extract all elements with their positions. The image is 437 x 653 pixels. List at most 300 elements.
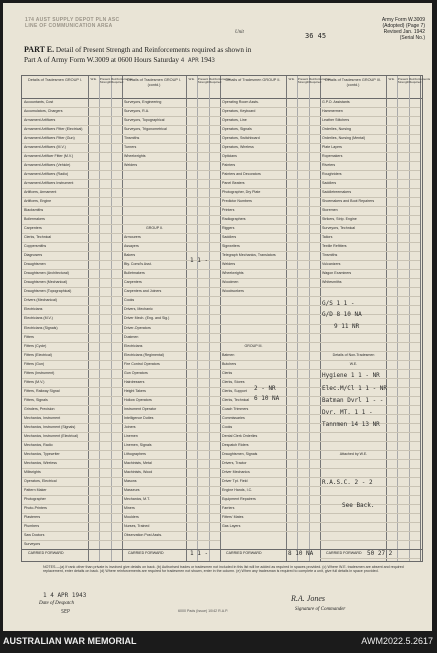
header-group2: Details of Tradesmen GROUP I. (contd.): [127, 78, 181, 87]
row-line: [22, 242, 122, 243]
trade-label: Moulders: [124, 514, 139, 519]
row-line: [320, 540, 420, 541]
row-line: [220, 278, 320, 279]
trade-label: Signwriters: [222, 244, 240, 249]
row-line: [22, 333, 122, 334]
row-line: [220, 287, 320, 288]
row-line: [220, 333, 320, 334]
trade-label: GROUP II.: [145, 226, 164, 231]
unit-label: Unit: [235, 30, 244, 35]
row-line: [122, 531, 220, 532]
trade-label: Orderlies, Nursing: [322, 127, 351, 132]
trade-label: Pattern Maker: [24, 487, 47, 492]
row-line: [320, 531, 420, 532]
subcolumn-divider: [209, 76, 210, 561]
row-line: [220, 251, 320, 252]
row-line: [22, 468, 122, 469]
form-title: [24, 45, 419, 66]
row-line: [220, 351, 320, 352]
carried-forward-label: CARRIED FORWARD: [128, 551, 164, 555]
row-line: [22, 504, 122, 505]
serial-number: 36 45: [305, 32, 327, 40]
trade-label: Armament Artificers Instrument: [24, 181, 74, 186]
row-line: [220, 378, 320, 379]
row-line: [22, 278, 122, 279]
row-line: [122, 152, 220, 153]
trade-label: Wagon Examiners: [322, 271, 352, 276]
trade-label: Armament Artificers (Vehicle): [24, 163, 71, 168]
row-line: [22, 233, 122, 234]
row-line: [22, 296, 122, 297]
trade-label: Welders: [124, 163, 138, 168]
column-divider: [186, 76, 187, 561]
row-line: [320, 459, 420, 460]
carried-forward-label: CARRIED FORWARD: [326, 551, 362, 555]
row-line: [22, 152, 122, 153]
row-line: [220, 116, 320, 117]
row-line: [22, 161, 122, 162]
trade-label: Panel Beaters: [222, 181, 245, 186]
subheader-strength: Present Strength: [397, 77, 410, 85]
row-line: [122, 369, 220, 370]
row-line: [122, 414, 220, 415]
trade-label: Armament Artificers: [24, 118, 56, 123]
header-group1: Details of Tradesmen GROUP I.: [28, 78, 82, 82]
trade-label: Clerks, Support: [222, 388, 247, 393]
row-line: [320, 143, 420, 144]
row-line: [122, 134, 220, 135]
row-line: [320, 468, 420, 469]
row-line: [122, 423, 220, 424]
row-line: [320, 188, 420, 189]
trade-label: Tinsmiths: [124, 136, 140, 141]
trade-label: Shoemakers and Boot Repairers: [322, 199, 375, 204]
trade-label: Wheelwrights: [124, 154, 146, 159]
trade-label: Machinists, Wood: [124, 469, 153, 474]
trade-label: Fitters (Electrical): [24, 352, 52, 357]
row-line: [22, 495, 122, 496]
trade-label: Boilermakers: [24, 217, 45, 222]
trade-label: Radiographers: [222, 217, 246, 222]
trade-label: Draughtsmen: [24, 262, 46, 267]
entry-gs: G/S 1 1 -: [322, 300, 355, 307]
trade-label: Surveyors, Trigonometrical: [124, 127, 167, 132]
stamp-line-1: 174 AUST SUPPLY DEPOT PLN ASC: [25, 17, 120, 23]
row-line: [22, 396, 122, 397]
title-date-handwritten: 4 APR: [180, 57, 199, 64]
trade-label: Plumbers: [24, 523, 40, 528]
column-divider: [286, 76, 287, 561]
date-of-despatch-label: Date of Despatch: [39, 601, 74, 606]
trade-label: Drivers, Mechanic: [124, 307, 153, 312]
entry-carpenters_g2: 1 1 -: [190, 257, 209, 264]
sep-stamp: SEP: [61, 609, 71, 615]
row-line: [122, 242, 220, 243]
column-divider: [88, 76, 89, 561]
row-line: [122, 278, 220, 279]
row-line: [22, 477, 122, 478]
trade-label: Instrument Operator: [124, 406, 157, 411]
row-line: [22, 459, 122, 460]
subcolumn-divider: [397, 76, 398, 561]
signature-of-commander-label: Signature of Commander: [295, 607, 346, 612]
row-line: [320, 287, 420, 288]
trade-label: Coppersmiths: [24, 244, 47, 249]
subheader-we: W.E.: [90, 77, 97, 81]
row-line: [122, 233, 220, 234]
title-line-2: Part A of Army Form W.3009 at 0600 Hours Saturday: [24, 56, 179, 64]
trade-label: Miners: [124, 505, 135, 510]
row-line: [320, 351, 420, 352]
row-line: [220, 260, 320, 261]
trade-label: Machinists, Metal: [124, 460, 152, 465]
trade-label: Fitters' Mates: [222, 514, 244, 519]
row-line: [22, 215, 122, 216]
row-line: [22, 206, 122, 207]
row-line: [220, 107, 320, 108]
trade-label: Operators, Keyboard: [222, 109, 256, 114]
trade-label: Despatch Riders: [222, 442, 249, 447]
row-line: [122, 188, 220, 189]
archive-footer: [0, 634, 437, 653]
row-line: [320, 260, 420, 261]
trade-label: Armament Artificers Fitter (Electrical): [24, 127, 83, 132]
trade-label: Mechanics, Typewriter: [24, 451, 60, 456]
row-line: [22, 531, 122, 532]
trade-label: Driver Tpt. Field: [222, 478, 248, 483]
trade-label: Saw Doctors: [24, 532, 45, 537]
trade-label: G.P.O. Assistants: [322, 100, 350, 104]
trade-label: Photographer: [24, 496, 46, 501]
trade-label: Plate Layers: [322, 145, 342, 150]
row-line: [220, 423, 320, 424]
trade-label: Fitters: [24, 334, 34, 339]
subheader-strength: Present Strength: [99, 77, 112, 85]
row-line: [122, 206, 220, 207]
trade-label: Details of Non-Tradesmen: [332, 352, 375, 357]
row-line: [122, 477, 220, 478]
row-line: [122, 296, 220, 297]
row-line: [320, 107, 420, 108]
trade-label: Draughtsmen, Signals: [222, 451, 258, 456]
row-line: [22, 522, 122, 523]
trade-label: Dustmen: [124, 334, 139, 339]
trade-label: Diagnosers: [24, 253, 43, 258]
carried-forward-line: [22, 549, 422, 550]
carried-forward-label: CARRIED FORWARD: [28, 551, 64, 555]
trade-label: Gas Layers: [222, 523, 241, 528]
subheader-reinf: Reinforcements Required: [111, 77, 133, 85]
trade-label: Artificers, Engine: [24, 199, 52, 204]
trade-label: Mechanics, M.T.: [124, 496, 150, 501]
trade-label: Tinsmiths: [322, 253, 338, 258]
trade-label: Electricians (Regimental): [124, 352, 164, 357]
row-line: [122, 161, 220, 162]
trade-label: Grinders, Precision: [24, 406, 55, 411]
row-line: [320, 152, 420, 153]
trade-label: Electricians (M.V.): [24, 316, 53, 321]
row-line: [220, 495, 320, 496]
trade-label: Operators, Wireless: [222, 145, 254, 150]
row-line: [320, 342, 420, 343]
row-line: [22, 513, 122, 514]
unit-stamp: [25, 17, 175, 29]
row-line: [220, 360, 320, 361]
row-line: [22, 269, 122, 270]
row-line: [220, 188, 320, 189]
trade-label: Driver Mechanics: [222, 469, 250, 474]
row-line: [320, 450, 420, 451]
row-line: [22, 324, 122, 325]
row-line: [320, 233, 420, 234]
row-line: [122, 224, 220, 225]
trade-label: Woodworkers: [222, 289, 244, 294]
trade-label: Painters and Decorators: [222, 172, 261, 177]
trade-label: Engine Hands, I.C.: [222, 487, 253, 492]
subheader-strength: Present Strength: [297, 77, 310, 85]
row-line: [22, 287, 122, 288]
carried-forward-label: CARRIED FORWARD: [226, 551, 262, 555]
row-line: [320, 161, 420, 162]
row-line: [220, 405, 320, 406]
row-line: [220, 152, 320, 153]
row-line: [320, 360, 420, 361]
trade-label: Woodmen: [222, 280, 239, 285]
trade-label: Mechanics, Instrument: [24, 415, 61, 420]
row-line: [220, 504, 320, 505]
trade-label: Linemen: [124, 433, 138, 438]
row-line: [320, 197, 420, 198]
trade-label: Ropemakers: [322, 154, 343, 159]
trade-label: Driver Mech. (Eng. and Sig.): [124, 316, 170, 321]
row-line: [122, 197, 220, 198]
trade-label: Roughriders: [322, 172, 342, 177]
trade-label: Electricians: [24, 307, 43, 312]
row-line: [22, 260, 122, 261]
signature-handwritten: R.A. Jones: [291, 594, 325, 603]
trade-label: Surveyors, Technical: [322, 226, 356, 231]
header-group3: Details of Tradesmen GROUP II.: [225, 78, 281, 82]
trade-label: Carpenters: [24, 226, 42, 231]
row-line: [122, 107, 220, 108]
trade-label: Drivers, Tractor: [222, 460, 247, 465]
row-line: [220, 522, 320, 523]
trade-label: Fitters (Cycle): [24, 343, 47, 348]
trade-label: Strikers, Strip. Engine: [322, 217, 357, 222]
row-line: [320, 558, 420, 559]
trade-label: Armament Artificer Fitter (M.V.): [24, 154, 74, 159]
trade-label: Drivers (Mechanical): [24, 298, 57, 303]
trade-label: Mechanics, Wireless: [24, 460, 57, 465]
army-form-label: [345, 17, 425, 41]
notes: NOTES.—(a) If rank other than private is involved give details on back. (b) Authorised trades or tradesmen not included in this list will be added as required in spaces provided. (c) Where W.E. tradesmen are absent and required replacement, enter details on back. (d) Where reinforcements are required for tradesmen not shown, enter in the column. (e) When any tradesman is required to complete a unit, give full details in space provided.: [43, 565, 404, 574]
row-line: [22, 405, 122, 406]
row-line: [220, 197, 320, 198]
strength-table: [21, 75, 431, 562]
stamp-line-2: LINE OF COMMUNICATION AREA: [25, 23, 113, 29]
trade-label: Bty. Comd's Asst.: [124, 262, 152, 267]
trade-label: Clerks, Technical: [222, 397, 250, 402]
trade-label: Equipment Repairers: [222, 496, 256, 501]
trade-label: Whitesmiths: [322, 280, 342, 285]
trade-label: Carpenters and Joiners: [124, 289, 162, 294]
row-line: [22, 378, 122, 379]
trade-label: Leather Stitchers: [322, 118, 350, 123]
row-line: [22, 414, 122, 415]
row-line: [320, 296, 420, 297]
trade-label: Turners: [124, 145, 137, 150]
row-line: [122, 342, 220, 343]
row-line: [220, 531, 320, 532]
row-line: [320, 432, 420, 433]
row-line: [220, 242, 320, 243]
trade-label: Armament Artificers (M.V.): [24, 145, 66, 150]
trade-label: Riggers: [222, 226, 235, 231]
row-line: [122, 513, 220, 514]
row-line: [122, 305, 220, 306]
row-line: [122, 378, 220, 379]
row-line: [220, 125, 320, 126]
trade-label: Operators, Line: [222, 118, 247, 123]
row-line: [122, 504, 220, 505]
subcolumn-divider: [409, 76, 410, 561]
trade-label: Masseurs: [124, 487, 140, 492]
trade-label: Carpenters: [124, 280, 142, 285]
row-line: [220, 468, 320, 469]
trade-label: Predictor Numbers: [222, 199, 252, 204]
row-line: [22, 486, 122, 487]
row-line: [22, 116, 122, 117]
row-line: [220, 305, 320, 306]
row-line: [220, 143, 320, 144]
row-line: [220, 161, 320, 162]
printer-imprint: 6000 Pads (Issue) 10/42 R.A.P.: [178, 609, 229, 613]
trade-label: Armament Artificers (Radio): [24, 172, 69, 177]
row-line: [320, 206, 420, 207]
trade-label: Mechanics, Instrument (Signals): [24, 424, 76, 429]
trade-label: Clerks, Stores: [222, 379, 245, 384]
subcolumn-divider: [197, 76, 198, 561]
row-line: [22, 143, 122, 144]
row-line: [320, 251, 420, 252]
row-line: [122, 432, 220, 433]
row-line: [320, 513, 420, 514]
trade-label: Telegraph Mechanics, Translators: [222, 253, 276, 258]
trade-label: Operators, Electrical: [24, 478, 57, 483]
entry-cf2: 1 1 -: [190, 550, 209, 557]
row-line: [220, 459, 320, 460]
trade-label: Surveyors, R.A.: [124, 109, 150, 114]
row-line: [122, 450, 220, 451]
trade-label: Vulcanizers: [322, 262, 341, 267]
row-line: [122, 351, 220, 352]
subheader-reinf: Reinforcements Required: [309, 77, 331, 85]
row-line: [220, 170, 320, 171]
entry-elec: Elec.M/Cl 1 1 - NR: [322, 385, 388, 392]
row-line: [22, 107, 122, 108]
row-line: [320, 242, 420, 243]
row-line: [220, 206, 320, 207]
row-line: [220, 414, 320, 415]
dispatch-date-handwritten: 1 4 APR 1943: [43, 592, 87, 599]
entry-clerks_g3: 6 10 NA: [254, 395, 280, 402]
trade-label: Commissaries: [222, 415, 245, 420]
row-line: [220, 296, 320, 297]
subcolumn-divider: [122, 76, 123, 561]
entry-batman: Batman Dvrl 1 - -: [322, 397, 384, 404]
trade-label: Accountants, Cost: [24, 100, 54, 104]
row-line: [22, 360, 122, 361]
trade-label: Clerks: [222, 370, 233, 375]
row-line: [320, 495, 420, 496]
row-line: [22, 134, 122, 135]
row-line: [122, 405, 220, 406]
trade-label: Operators, Signals: [222, 127, 252, 132]
row-line: [220, 513, 320, 514]
row-line: [220, 450, 320, 451]
column-divider: [386, 76, 387, 561]
trade-label: Riveters: [322, 163, 336, 168]
row-line: [122, 287, 220, 288]
entry-cf4: 50 27 2: [367, 550, 393, 557]
row-line: [22, 224, 122, 225]
trade-label: Fitters, Railway Signal: [24, 388, 60, 393]
trade-label: Fitters (M.V.): [24, 379, 45, 384]
row-line: [122, 251, 220, 252]
trade-label: Dental Clerk Orderlies: [222, 433, 258, 438]
trade-label: Printers: [222, 208, 235, 213]
row-line: [22, 251, 122, 252]
row-line: [320, 405, 420, 406]
trade-label: Textile Refitters: [322, 244, 347, 249]
form-line-1: Army Form W.3009: [381, 17, 425, 23]
entry-seeback: See Back.: [342, 502, 375, 509]
entry-tkm: Tannmen 14 13 NR: [322, 421, 380, 428]
row-line: [320, 224, 420, 225]
row-line: [122, 441, 220, 442]
row-line: [122, 396, 220, 397]
trade-label: Fitters, Signals: [24, 397, 48, 402]
trade-label: Draughtsmen (Architectural): [24, 271, 69, 276]
footer-reference: AWM2022.5.2617: [361, 636, 433, 646]
row-line: [320, 215, 420, 216]
row-line: [320, 333, 420, 334]
trade-label: Assayers: [124, 244, 139, 249]
trade-label: Gun Operators: [124, 370, 148, 375]
trade-label: Operating Room Assts.: [222, 100, 259, 104]
title-part: PART E.: [24, 45, 55, 54]
row-line: [220, 314, 320, 315]
row-line: [22, 441, 122, 442]
trade-label: Hairdressers: [124, 379, 145, 384]
row-line: [320, 441, 420, 442]
subheader-strength: Present Strength: [197, 77, 210, 85]
entry-dvr: Dvr. MT. 1 1 -: [322, 409, 373, 416]
row-line: [22, 197, 122, 198]
trade-label: Photo-Printers: [24, 505, 47, 510]
trade-label: Lithographers: [124, 451, 146, 456]
subcolumn-divider: [320, 76, 321, 561]
trade-label: Blacksmiths: [24, 208, 44, 213]
trade-label: Attached by W.E.: [339, 451, 368, 456]
row-line: [122, 324, 220, 325]
row-line: [220, 342, 320, 343]
row-line: [220, 269, 320, 270]
title-year: 194: [200, 56, 212, 64]
trade-label: Fitters (Gun): [24, 361, 45, 366]
row-line: [122, 143, 220, 144]
row-line: [22, 188, 122, 189]
